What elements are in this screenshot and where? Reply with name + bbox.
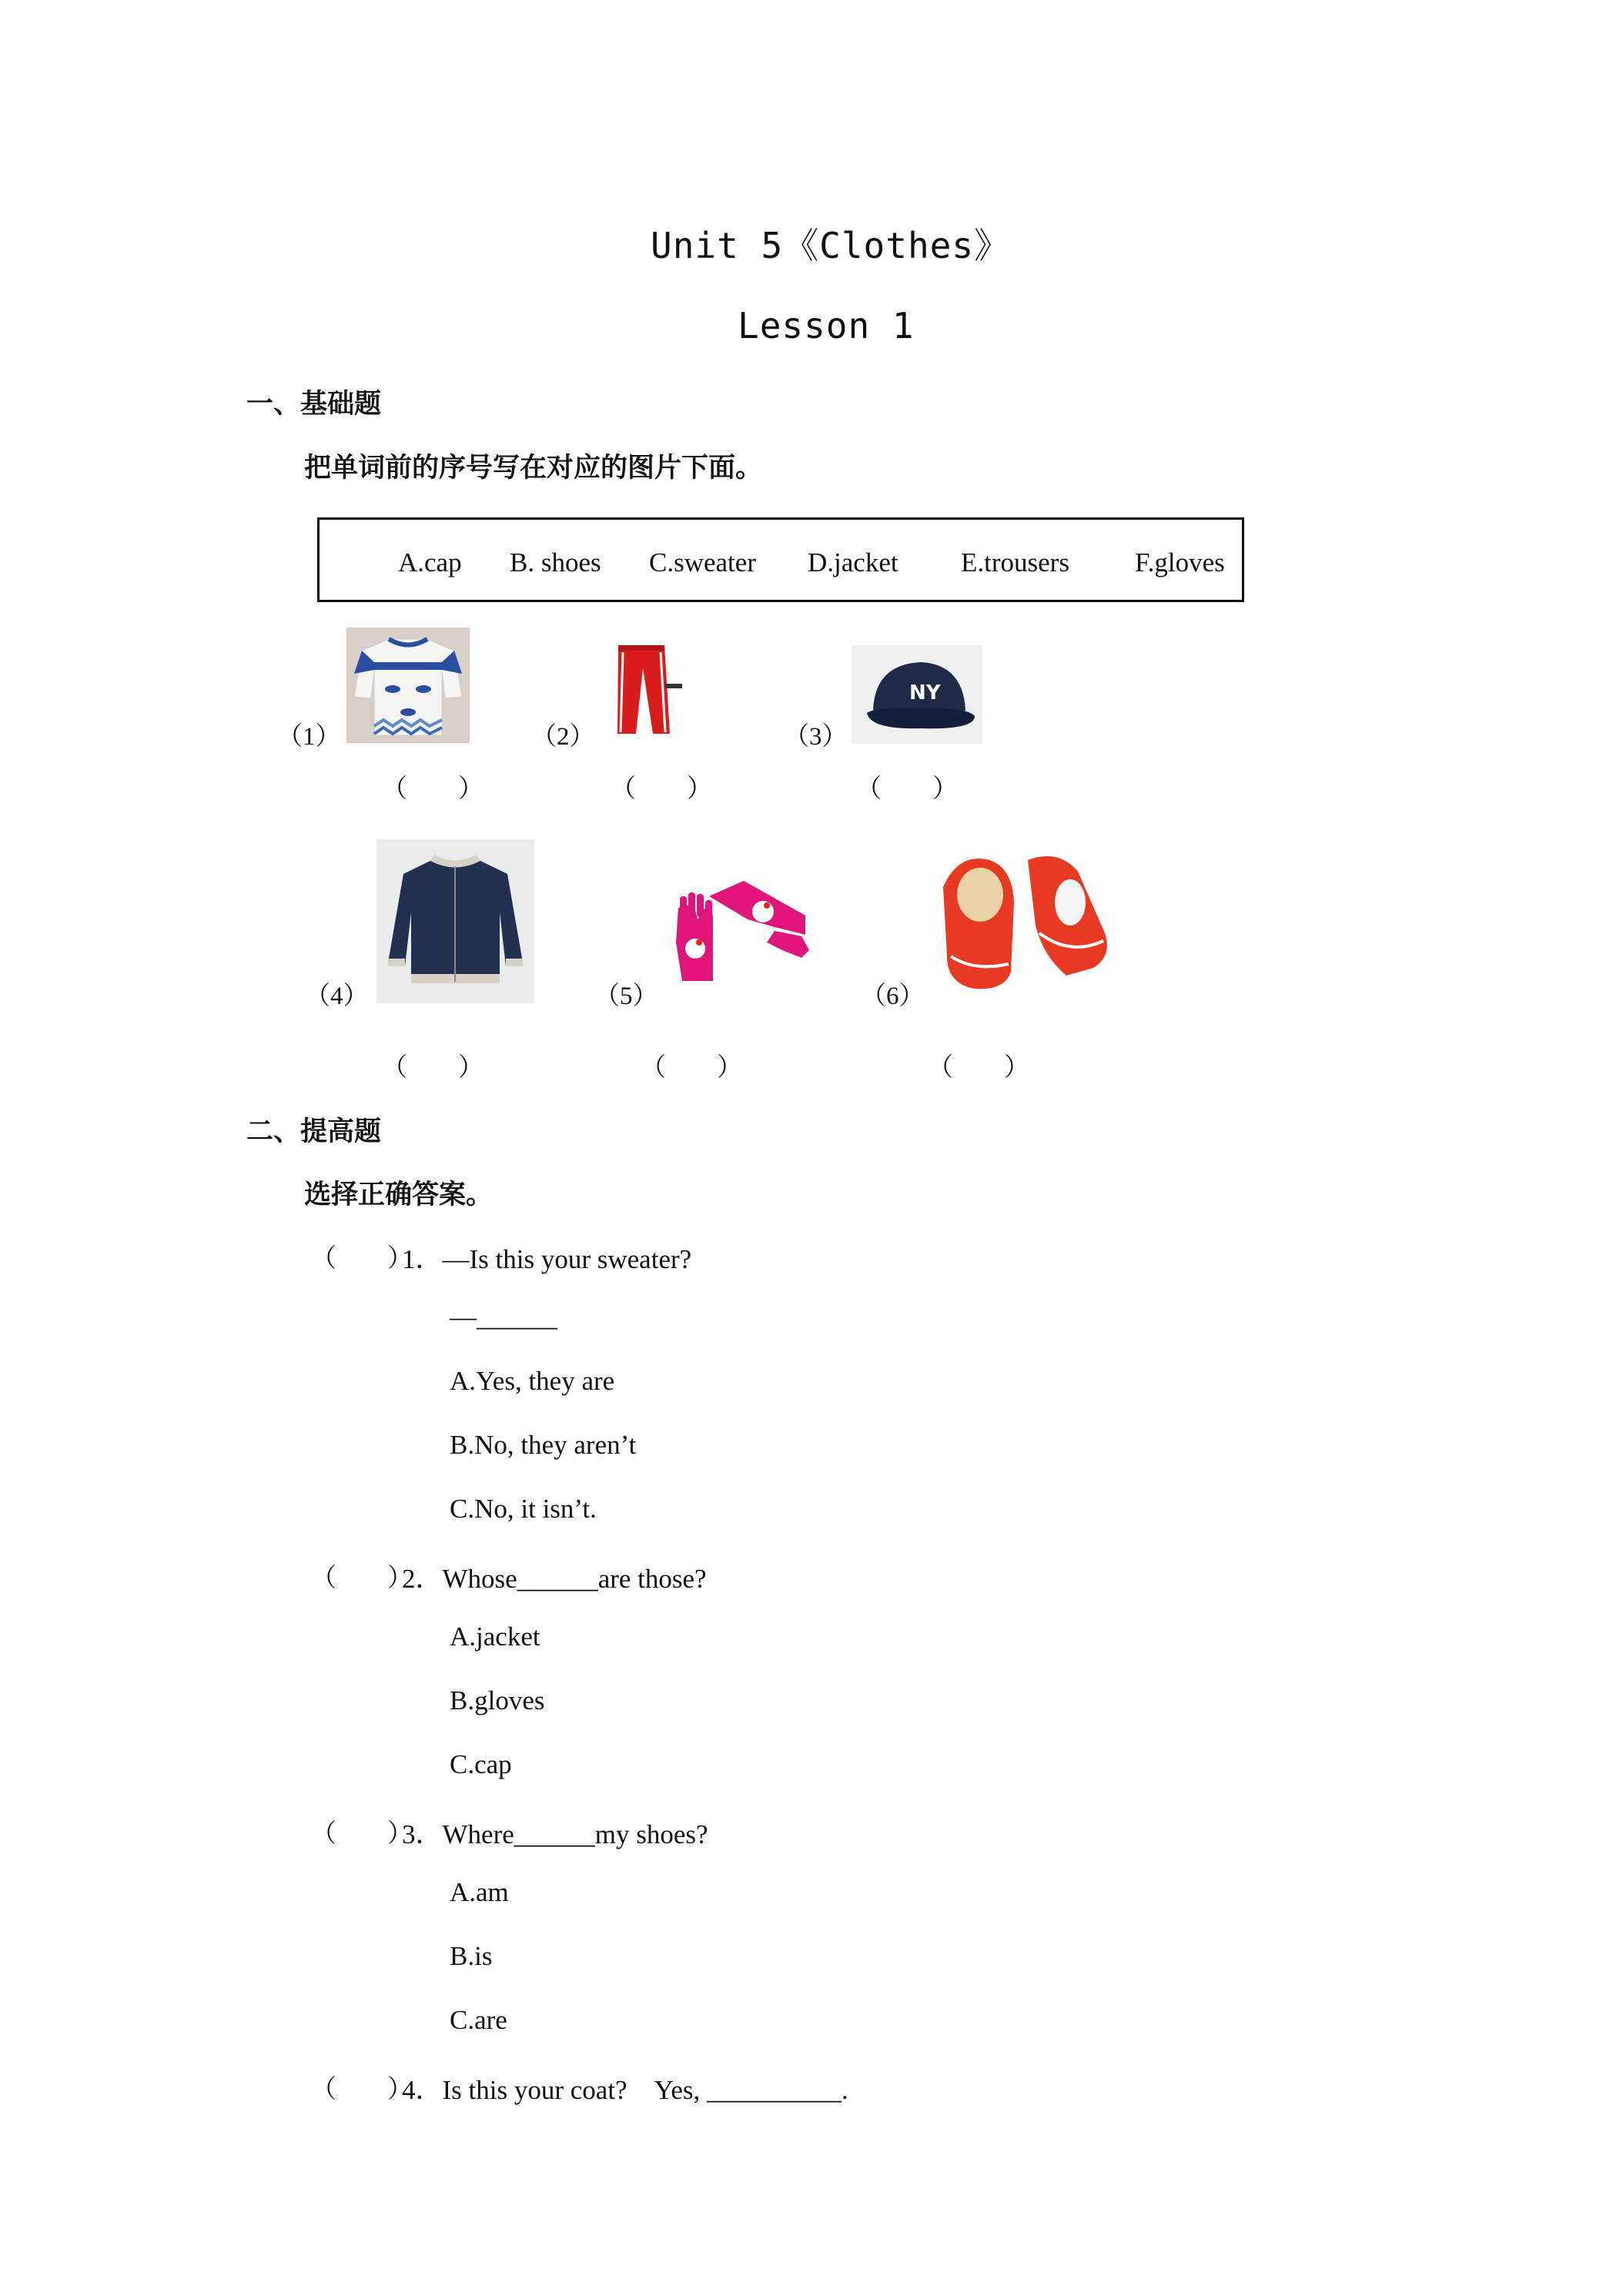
cap-picture bbox=[852, 645, 982, 744]
question-3-blank[interactable]: （ ） bbox=[311, 1820, 413, 1848]
section2-instruction: 选择正确答案。 bbox=[304, 1180, 494, 1210]
item-label-2: （2） bbox=[531, 723, 595, 751]
item-label-6: （6） bbox=[861, 982, 925, 1010]
word-d: D.jacket bbox=[808, 547, 899, 577]
gloves-picture bbox=[659, 873, 813, 998]
svg-text:NY: NY bbox=[909, 681, 941, 705]
item-label-4: （4） bbox=[305, 982, 369, 1010]
word-f: F.gloves bbox=[1135, 547, 1225, 577]
answer-blank-4[interactable]: （ ） bbox=[382, 1054, 484, 1082]
answer-blank-3[interactable]: （ ） bbox=[856, 775, 958, 803]
question-1-answer-line: —______ bbox=[450, 1302, 557, 1332]
shoes-picture bbox=[928, 841, 1116, 1002]
answer-blank-5[interactable]: （ ） bbox=[641, 1054, 742, 1082]
page-title: Unit 5《Clothes》 bbox=[651, 225, 1011, 266]
sweater-picture bbox=[346, 628, 470, 743]
word-bank bbox=[317, 517, 1244, 602]
question-1-option-a: A.Yes, they are bbox=[450, 1366, 615, 1396]
question-3-option-a: A.am bbox=[450, 1877, 509, 1907]
section1-instruction: 把单词前的序号写在对应的图片下面。 bbox=[304, 453, 763, 484]
section1-heading: 一、基础题 bbox=[246, 389, 382, 420]
word-e: E.trousers bbox=[961, 547, 1069, 577]
question-2-option-b: B.gloves bbox=[450, 1685, 545, 1715]
word-a: A.cap bbox=[398, 547, 462, 577]
question-1-option-b: B.No, they aren’t bbox=[450, 1430, 637, 1460]
question-2-option-c: C.cap bbox=[450, 1749, 512, 1779]
item-label-5: （5） bbox=[594, 982, 658, 1010]
question-1-blank[interactable]: （ ） bbox=[311, 1245, 413, 1273]
question-3-option-b: B.is bbox=[450, 1941, 493, 1971]
question-1-text: 1．—Is this your sweater? bbox=[402, 1244, 692, 1274]
word-b: B. shoes bbox=[510, 547, 601, 577]
word-c: C.sweater bbox=[649, 547, 756, 577]
question-1-option-c: C.No, it isn’t. bbox=[450, 1494, 597, 1524]
trousers-picture bbox=[599, 641, 684, 738]
answer-blank-2[interactable]: （ ） bbox=[611, 775, 712, 803]
lesson-subtitle: Lesson 1 bbox=[738, 305, 915, 346]
question-2-text: 2．Whose______are those? bbox=[402, 1564, 707, 1594]
question-3-option-c: C.are bbox=[450, 2005, 507, 2035]
item-label-3: （3） bbox=[784, 723, 848, 751]
question-4-blank[interactable]: （ ） bbox=[311, 2076, 413, 2104]
section2-heading: 二、提高题 bbox=[246, 1116, 382, 1147]
question-4-text: 4．Is this your coat? Yes, __________. bbox=[402, 2075, 848, 2105]
question-2-blank[interactable]: （ ） bbox=[311, 1565, 413, 1592]
answer-blank-1[interactable]: （ ） bbox=[382, 775, 484, 803]
answer-blank-6[interactable]: （ ） bbox=[928, 1054, 1029, 1082]
question-2-option-a: A.jacket bbox=[450, 1622, 540, 1652]
jacket-picture bbox=[376, 839, 534, 1003]
item-label-1: （1） bbox=[277, 723, 341, 751]
question-3-text: 3．Where______my shoes? bbox=[402, 1819, 708, 1849]
